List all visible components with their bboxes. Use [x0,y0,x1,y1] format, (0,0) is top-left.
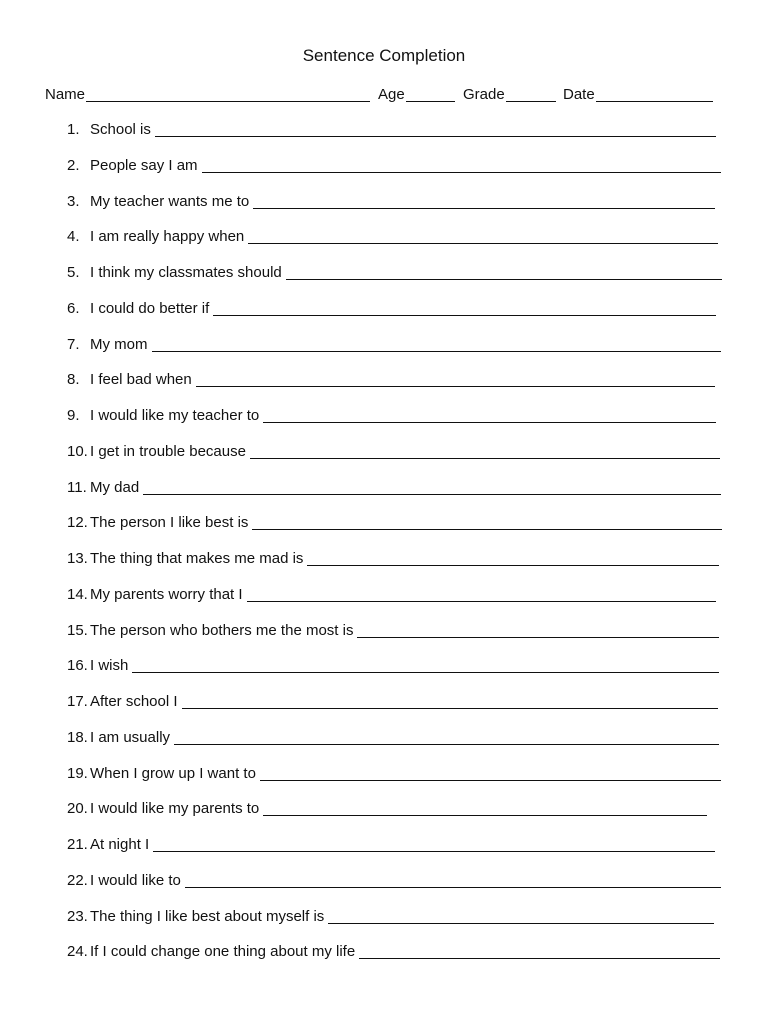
sentence-item [67,693,718,711]
item-number: 4. [67,228,80,245]
item-prompt: My dad [90,479,140,496]
item-prompt: I think my classmates should [90,264,282,281]
item-prompt: The person I like best is [90,514,249,531]
item-number: 6. [67,300,80,317]
item-number: 8. [67,371,80,388]
sentence-item [67,657,719,675]
item-prompt: I wish [90,657,129,674]
sentence-item [67,765,721,783]
sentence-item [67,228,718,246]
item-number: 12. [67,514,88,531]
item-prompt: I am usually [90,729,171,746]
item-prompt: My teacher wants me to [90,193,250,210]
name-label: Name [45,86,86,103]
answer-blank-line[interactable] [185,872,721,888]
sentence-item [67,479,721,497]
answer-blank-line[interactable] [357,622,719,638]
item-number: 2. [67,157,80,174]
item-prompt: I feel bad when [90,371,192,388]
answer-blank-line[interactable] [213,300,716,316]
age-label: Age [378,86,405,103]
answer-blank-line[interactable] [263,800,707,816]
answer-blank-line[interactable] [263,407,716,423]
item-prompt: After school I [90,693,178,710]
page-title: Sentence Completion [302,46,466,65]
item-prompt: School is [90,121,151,138]
sentence-item [67,264,722,282]
item-prompt: At night I [90,836,150,853]
answer-blank-line[interactable] [153,836,715,852]
item-number: 19. [67,765,88,782]
item-prompt: I would like my teacher to [90,407,260,424]
item-number: 1. [67,121,80,138]
sentence-item [67,336,721,354]
item-prompt: I would like my parents to [90,800,260,817]
answer-blank-line[interactable] [182,693,718,709]
item-number: 3. [67,193,80,210]
sentence-item [67,443,720,461]
item-prompt: I would like to [90,872,181,889]
date-label: Date [563,86,595,103]
item-number: 16. [67,657,88,674]
answer-blank-line[interactable] [143,479,721,495]
answer-blank-line[interactable] [132,657,719,673]
item-number: 24. [67,943,88,960]
sentence-item [67,622,719,640]
item-number: 14. [67,586,88,603]
item-number: 15. [67,622,88,639]
item-prompt: My parents worry that I [90,586,243,603]
item-number: 5. [67,264,80,281]
item-number: 22. [67,872,88,889]
item-number: 13. [67,550,88,567]
grade-label: Grade [463,86,505,103]
sentence-item [67,586,716,604]
item-prompt: I could do better if [90,300,210,317]
answer-blank-line[interactable] [250,443,720,459]
answer-blank-line[interactable] [252,514,722,530]
answer-blank-line[interactable] [202,157,721,173]
item-prompt: I get in trouble because [90,443,246,460]
item-number: 10. [67,443,88,460]
answer-blank-line[interactable] [152,336,722,352]
sentence-item [67,371,715,389]
item-prompt: When I grow up I want to [90,765,256,782]
sentence-item [67,908,714,926]
sentence-item [67,157,721,175]
item-number: 20. [67,800,88,817]
answer-blank-line[interactable] [260,765,721,781]
answer-blank-line[interactable] [328,908,714,924]
item-prompt: The person who bothers me the most is [90,622,354,639]
item-number: 9. [67,407,80,424]
answer-blank-line[interactable] [286,264,722,280]
sentence-item [67,121,716,139]
item-prompt: The thing that makes me mad is [90,550,304,567]
answer-blank-line[interactable] [174,729,719,745]
item-prompt: If I could change one thing about my life [90,943,356,960]
sentence-item [67,836,715,854]
item-number: 21. [67,836,88,853]
answer-blank-line[interactable] [307,550,719,566]
sentence-item [67,943,720,961]
item-number: 7. [67,336,80,353]
answer-blank-line[interactable] [359,943,720,959]
item-number: 17. [67,693,88,710]
answer-blank-line[interactable] [253,193,715,209]
item-number: 23. [67,908,88,925]
sentence-item [67,193,715,211]
item-prompt: People say I am [90,157,198,174]
item-prompt: My mom [90,336,148,353]
item-number: 18. [67,729,88,746]
item-prompt: I am really happy when [90,228,245,245]
sentence-item [67,800,707,818]
item-number: 11. [67,479,87,496]
sentence-item [67,407,716,425]
answer-blank-line[interactable] [196,371,715,387]
answer-blank-line[interactable] [248,228,718,244]
sentence-item [67,514,722,532]
answer-blank-line[interactable] [247,586,716,602]
sentence-item [67,872,721,890]
item-prompt: The thing I like best about myself is [90,908,325,925]
answer-blank-line[interactable] [155,121,716,137]
sentence-item [67,300,716,318]
sentence-item [67,550,719,568]
sentence-item [67,729,719,747]
